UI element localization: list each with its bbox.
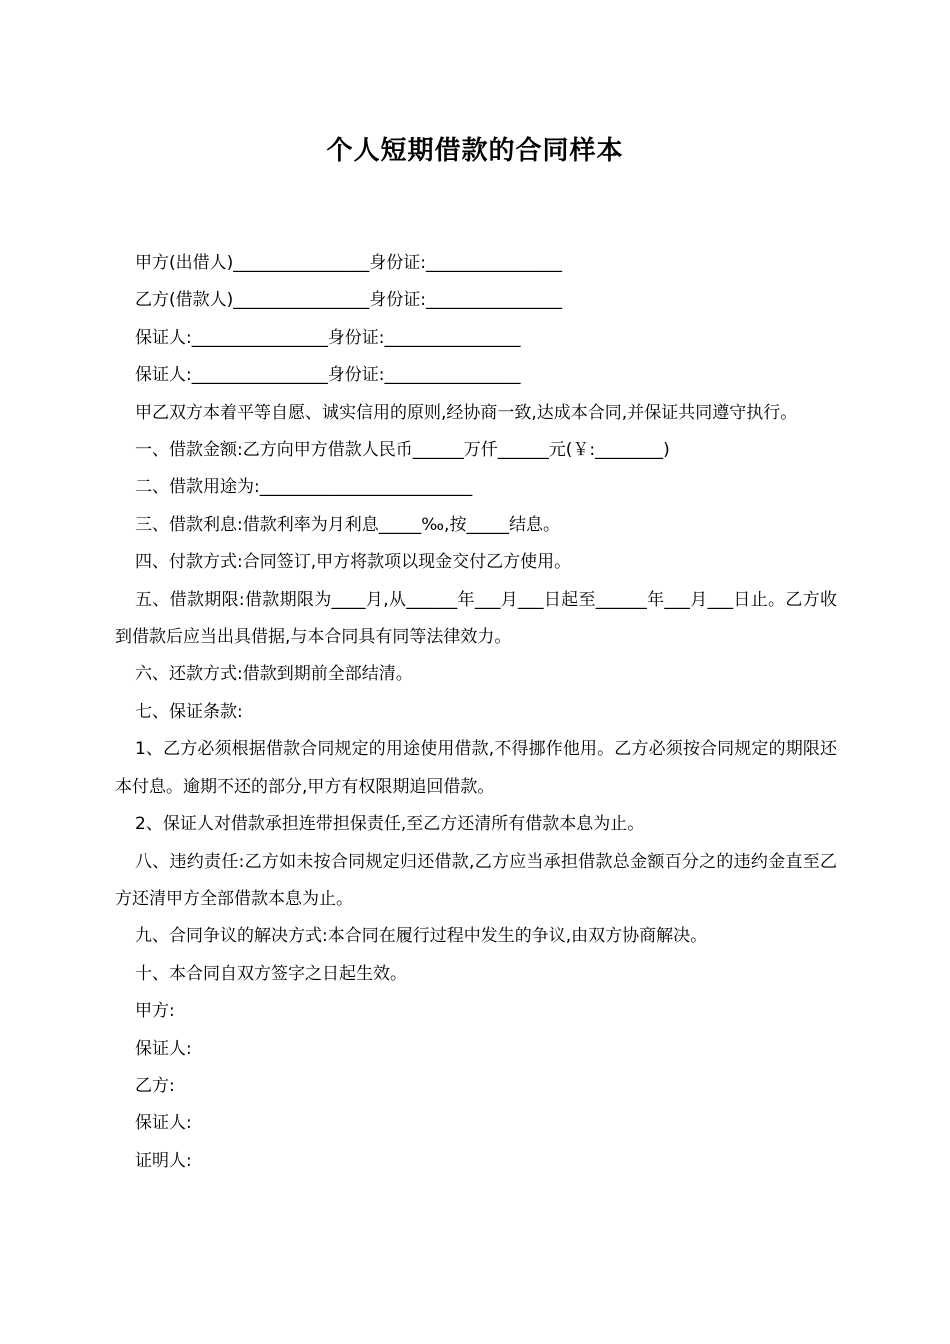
clause-dispute-resolution: 九、合同争议的解决方式:本合同在履行过程中发生的争议,由双方协商解决。: [135, 926, 708, 947]
clause-effective-date: 十、本合同自双方签字之日起生效。: [135, 963, 407, 984]
signature-guarantor-1: 保证人:: [135, 1038, 192, 1059]
lender-info-line: 甲方(出借人)________________身份证:________________: [135, 253, 562, 273]
borrower-info-line: 乙方(借款人)________________身份证:________________: [135, 290, 562, 311]
preamble-paragraph: 甲乙双方本着平等自愿、诚实信用的原则,经协商一致,达成本合同,并保证共同遵守执行。: [135, 402, 798, 423]
document-title: 个人短期借款的合同样本: [326, 136, 624, 166]
guarantor-info-line-1: 保证人:________________身份证:________________: [135, 327, 521, 348]
clause-payment-method: 四、付款方式:合同签订,甲方将款项以现金交付乙方使用。: [135, 552, 572, 573]
clause-loan-purpose: 二、借款用途为:_________________________: [135, 477, 473, 498]
signature-party-a: 甲方:: [135, 1001, 175, 1022]
signature-party-b: 乙方:: [135, 1075, 175, 1096]
clause-loan-interest: 三、借款利息:借款利率为月利息_____‰,按_____结息。: [135, 514, 560, 535]
guarantee-item-2: 2、保证人对借款承担连带担保责任,至乙方还清所有借款本息为止。: [135, 814, 645, 835]
clause-loan-term: 五、借款期限:借款期限为____月,从______年___月___日起至______年___月___日止。乙方收到借款后应当出具借据,与本合同具有同等法律效力。: [115, 589, 837, 648]
signature-guarantor-2: 保证人:: [135, 1113, 192, 1134]
clause-repayment-method: 六、还款方式:借款到期前全部结清。: [135, 664, 413, 685]
clause-loan-amount: 一、借款金额:乙方向甲方借款人民币______万仟______元(￥:________): [135, 440, 670, 461]
signature-witness: 证明人:: [135, 1150, 192, 1171]
document-body: [115, 245, 837, 1180]
clause-guarantee-heading: 七、保证条款:: [135, 701, 243, 722]
guarantee-item-1: 1、乙方必须根据借款合同规定的用途使用借款,不得挪作他用。乙方必须按合同规定的期限还本付息。逾期不还的部分,甲方有权限期追回借款。: [115, 739, 837, 797]
clause-breach-liability: 八、违约责任:乙方如未按合同规定归还借款,乙方应当承担借款总金额百分之的违约金直至乙方还清甲方全部借款本息为止。: [115, 851, 837, 909]
guarantor-info-line-2: 保证人:________________身份证:________________: [135, 365, 521, 386]
